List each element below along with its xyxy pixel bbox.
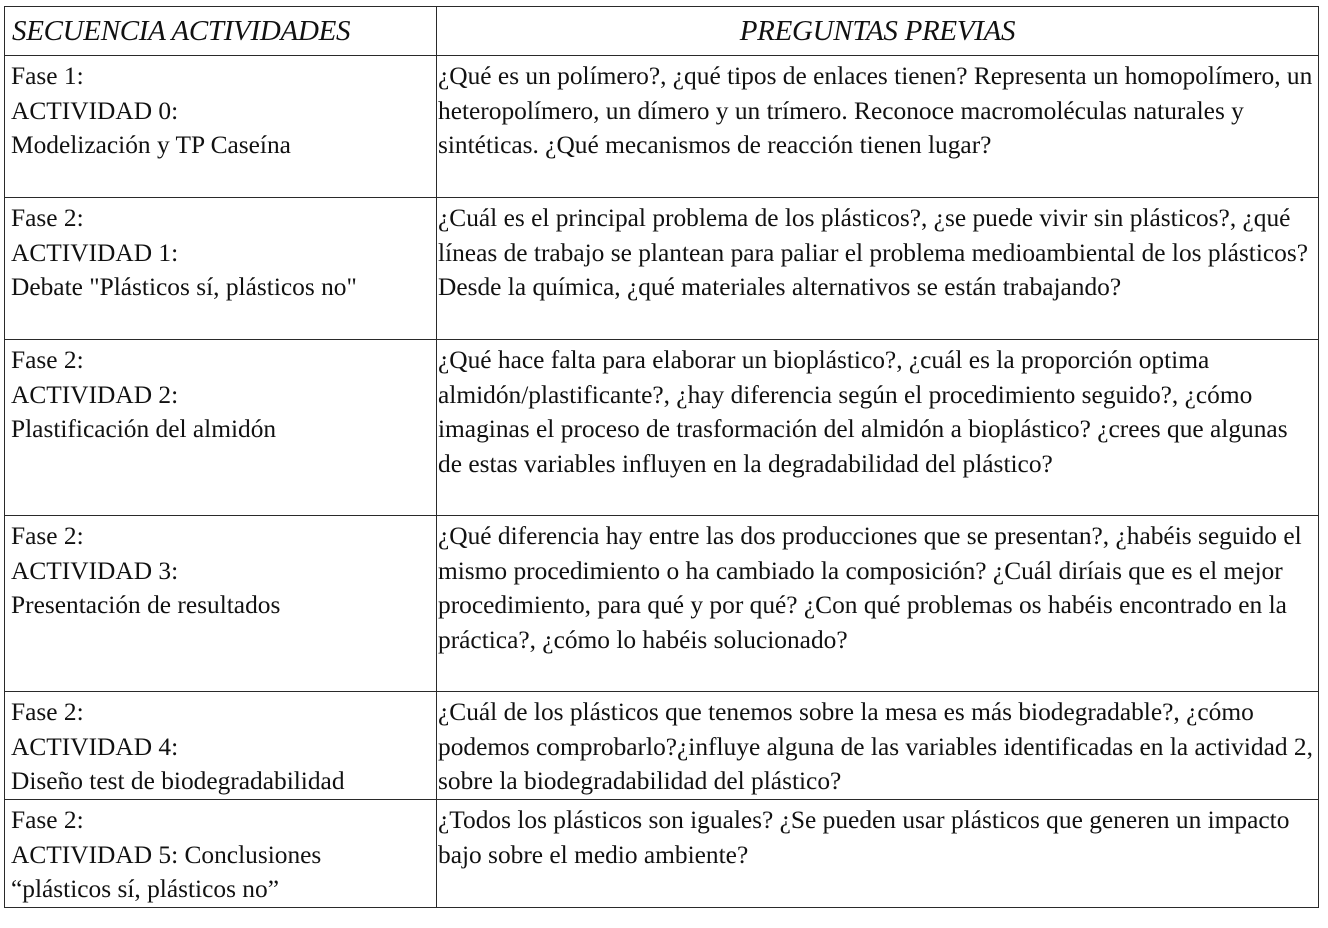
activity-title: Diseño test de biodegradabilidad [11, 767, 345, 796]
questions-cell: ¿Qué es un polímero?, ¿qué tipos de enlaces tienen? Representa un homopolímero, un heteropolímero, un dímero y un trímero. Reconoce macromoléculas naturales y sintéticas. ¿Qué mecanismos de reacción tienen lugar? [437, 56, 1319, 198]
activities-table [4, 6, 1319, 908]
questions-cell: ¿Qué diferencia hay entre las dos producciones que se presentan?, ¿habéis seguido el mismo procedimiento o ha cambiado la composición? ¿Cuál diríais que es el mejor procedimiento, para qué y por qué? ¿Con qué problemas os habéis encontrado en la práctica?, ¿cómo lo habéis solucionado? [437, 516, 1319, 692]
activity-title: Modelización y TP Caseína [11, 131, 291, 160]
questions-cell: ¿Todos los plásticos son iguales? ¿Se pueden usar plásticos que generen un impacto bajo sobre el medio ambiente? [437, 800, 1319, 908]
questions-cell: ¿Cuál de los plásticos que tenemos sobre la mesa es más biodegradable?, ¿cómo podemos comprobarlo?¿influye alguna de las variables identificadas en la actividad 2, sobre la biodegradabilidad del plástico? [437, 692, 1319, 800]
activity-title: “plásticos sí, plásticos no” [11, 875, 279, 904]
table-row [5, 56, 1319, 198]
activity-label: ACTIVIDAD 5: Conclusiones [11, 840, 322, 869]
table-row [5, 340, 1319, 516]
activity-cell [5, 800, 437, 908]
activity-label: ACTIVIDAD 0: [11, 96, 179, 125]
activity-label: ACTIVIDAD 2: [11, 380, 179, 409]
activity-cell [5, 516, 437, 692]
phase-label: Fase 2: [11, 698, 84, 726]
activity-label: ACTIVIDAD 1: [11, 238, 179, 267]
activity-cell [5, 56, 437, 198]
phase-label: Fase 2: [11, 346, 84, 374]
activity-cell [5, 692, 437, 800]
phase-label: Fase 1: [11, 62, 84, 90]
phase-label: Fase 2: [11, 522, 84, 550]
table-row [5, 692, 1319, 800]
header-activity-sequence: SECUENCIA ACTIVIDADES [5, 7, 437, 56]
table-row [5, 800, 1319, 908]
activity-cell [5, 340, 437, 516]
activity-title: Presentación de resultados [11, 591, 281, 620]
phase-label: Fase 2: [11, 806, 84, 834]
activity-title: Plastificación del almidón [11, 415, 277, 444]
questions-cell: ¿Cuál es el principal problema de los plásticos?, ¿se puede vivir sin plásticos?, ¿qué líneas de trabajo se plantean para paliar el problema medioambiental de los plásticos? Desde la química, ¿qué materiales alternativos se están trabajando? [437, 198, 1319, 340]
activity-title: Debate "Plásticos sí, plásticos no" [11, 273, 357, 302]
phase-label: Fase 2: [11, 204, 84, 232]
table-row [5, 198, 1319, 340]
questions-cell: ¿Qué hace falta para elaborar un bioplástico?, ¿cuál es la proporción optima almidón/plastificante?, ¿hay diferencia según el procedimiento seguido?, ¿cómo imaginas el proceso de trasformación del almidón a bioplástico? ¿crees que algunas de estas variables influyen en la degradabilidad del plástico? [437, 340, 1319, 516]
activity-cell [5, 198, 437, 340]
header-previous-questions: PREGUNTAS PREVIAS [437, 7, 1319, 56]
activity-label: ACTIVIDAD 3: [11, 556, 179, 585]
activity-label: ACTIVIDAD 4: [11, 732, 179, 761]
table-header-row [5, 7, 1319, 56]
table-row [5, 516, 1319, 692]
